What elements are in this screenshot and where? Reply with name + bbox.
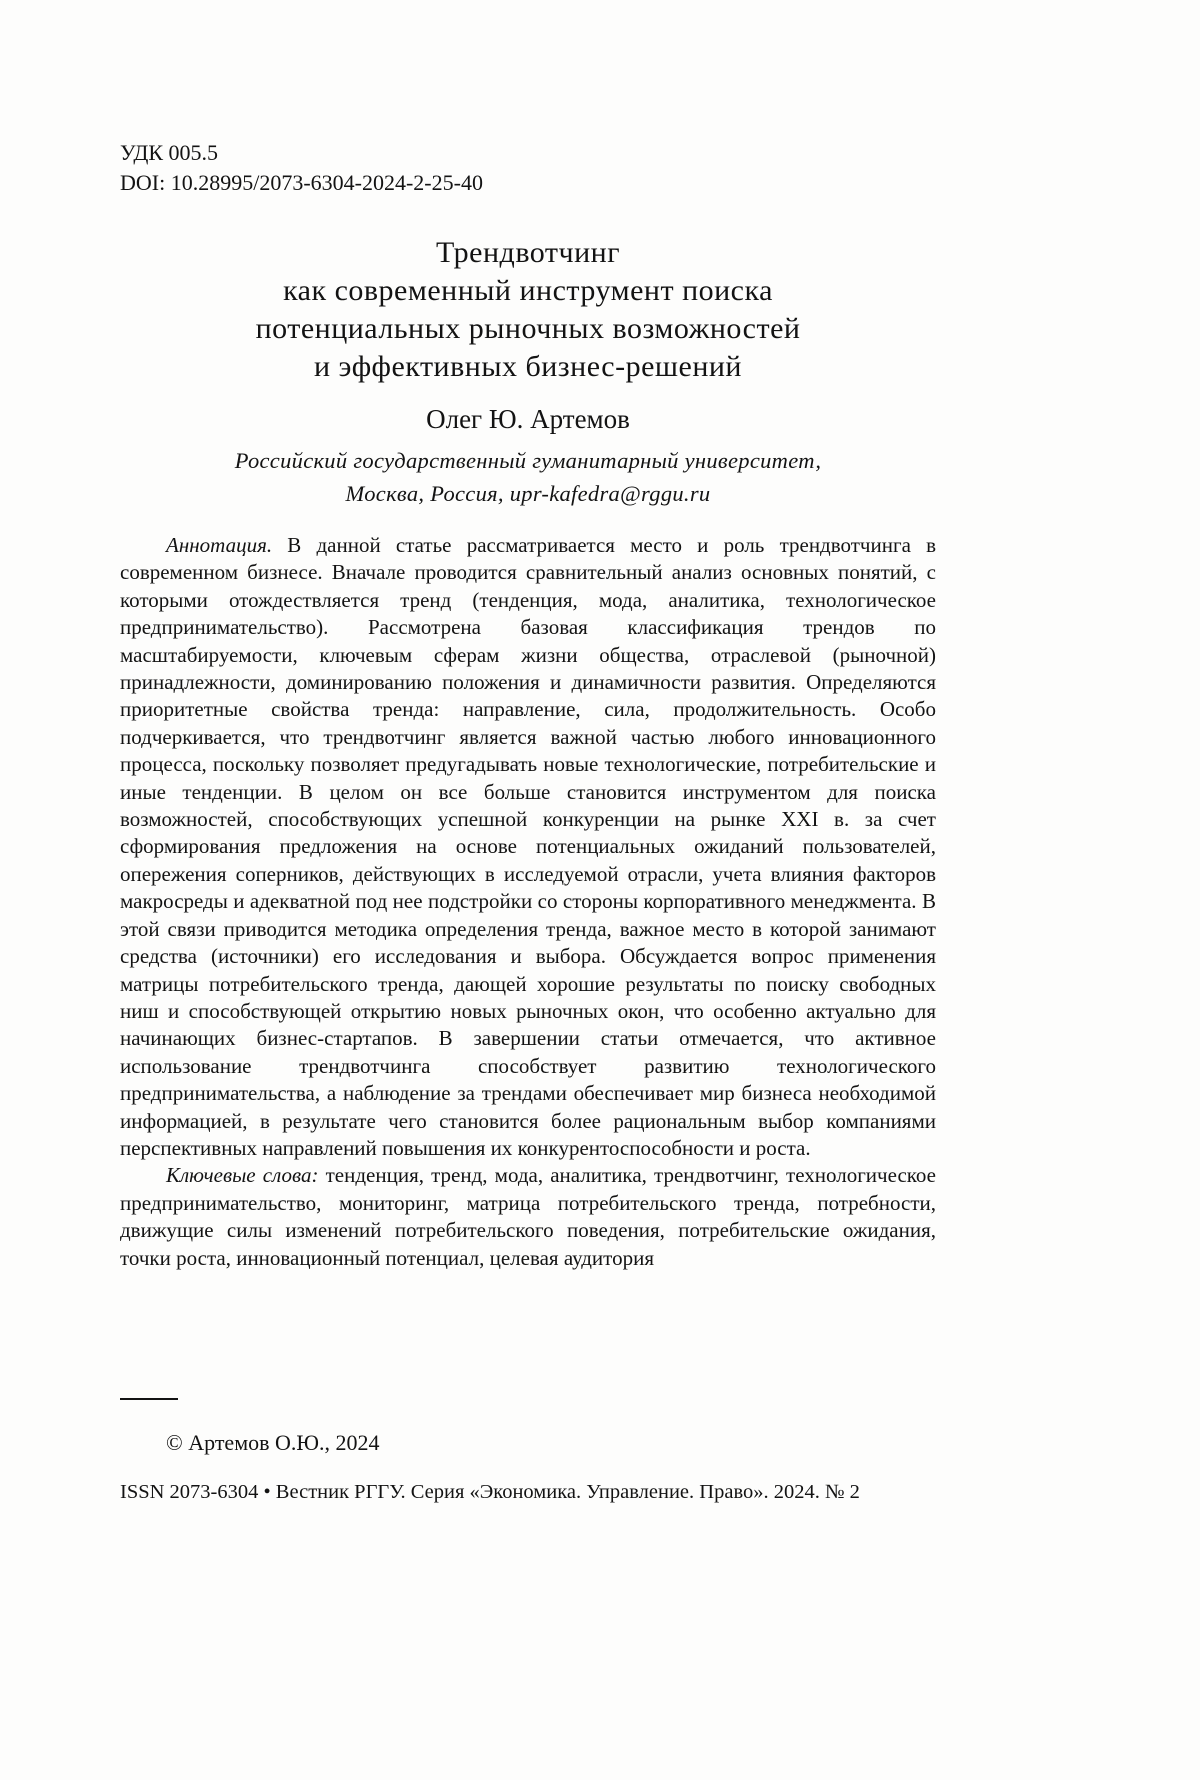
article-title-line-2: как современный инструмент поиска <box>283 274 773 307</box>
keywords-paragraph <box>120 1162 936 1272</box>
affiliation-line-2: Москва, Россия, upr-kafedra@rggu.ru <box>345 481 711 506</box>
article-title-line-4: и эффективных бизнес-решений <box>314 350 742 383</box>
journal-footer: ISSN 2073-6304 • Вестник РГГУ. Серия «Экономика. Управление. Право». 2024. № 2 <box>120 1481 860 1503</box>
keywords-text: тенденция, тренд, мода, аналитика, трендвотчинг, технологическое предпринимательство, мониторинг, матрица потребительского тренда, потребности, движущие силы изменений потребительского поведения, потребительские ожидания, точки роста, инновационный потенциал, целевая аудитория <box>120 1163 936 1270</box>
abstract-text: В данной статье рассматривается место и роль трендвотчинга в современном бизнесе. Вначале проводится сравнительный анализ основных понятий, с которыми отождествляется тренд (тенденция, мода, аналитика, технологическое предпринимательство). Рассмотрена базовая классификация трендов по масштабируемости, ключевым сферам жизни общества, отраслевой (рыночной) принадлежности, доминированию положения и динамичности развития. Определяются приоритетные свойства тренда: направление, сила, продолжительность. Особо подчеркивается, что трендвотчинг является важной частью любого инновационного процесса, поскольку позволяет предугадывать новые технологические, потребительские и иные тенденции. В целом он все больше становится инструментом для поиска возможностей, способствующих успешной конкуренции на рынке XXI в. за счет сформирования предложения на основе потенциальных ожиданий пользователей, опережения соперников, действующих в исследуемой отрасли, учета влияния факторов макросреды и адекватной под нее подстройки со стороны корпоративного менеджмента. В этой связи приводится методика определения тренда, важное место в которой занимают средства (источники) его исследования и выбора. Обсуждается вопрос применения матрицы потребительского тренда, дающей хорошие результаты по поиску свободных ниш и способствующей открытию новых рыночных окон, что особенно актуально для начинающих бизнес-стартапов. В завершении статьи отмечается, что активное использование трендвотчинга способствует развитию технологического предпринимательства, а наблюдение за трендами обеспечивает мир бизнеса необходимой информацией, в результате чего становится более рациональным выбор компаниями перспективных направлений повышения их конкурентоспособности и роста. <box>120 533 936 1160</box>
article-title-line-3: потенциальных рыночных возможностей <box>255 312 801 345</box>
udk-code: УДК 005.5 <box>120 140 219 165</box>
keywords-label: Ключевые слова: <box>166 1163 319 1188</box>
copyright-notice: © Артемов О.Ю., 2024 <box>166 1430 380 1455</box>
affiliation-line-1: Российский государственный гуманитарный университет, <box>234 448 822 473</box>
author-name: Олег Ю. Артемов <box>426 404 630 434</box>
abstract-label: Аннотация. <box>166 533 273 557</box>
doi-line: DOI: 10.28995/2073-6304-2024-2-25-40 <box>120 170 483 195</box>
page-content <box>120 138 936 1272</box>
article-title-line-1: Трендвотчинг <box>436 236 620 269</box>
abstract-paragraph <box>120 532 936 1162</box>
author-affiliation <box>120 444 936 510</box>
article-title <box>120 234 936 386</box>
copyright-divider <box>120 1398 178 1400</box>
